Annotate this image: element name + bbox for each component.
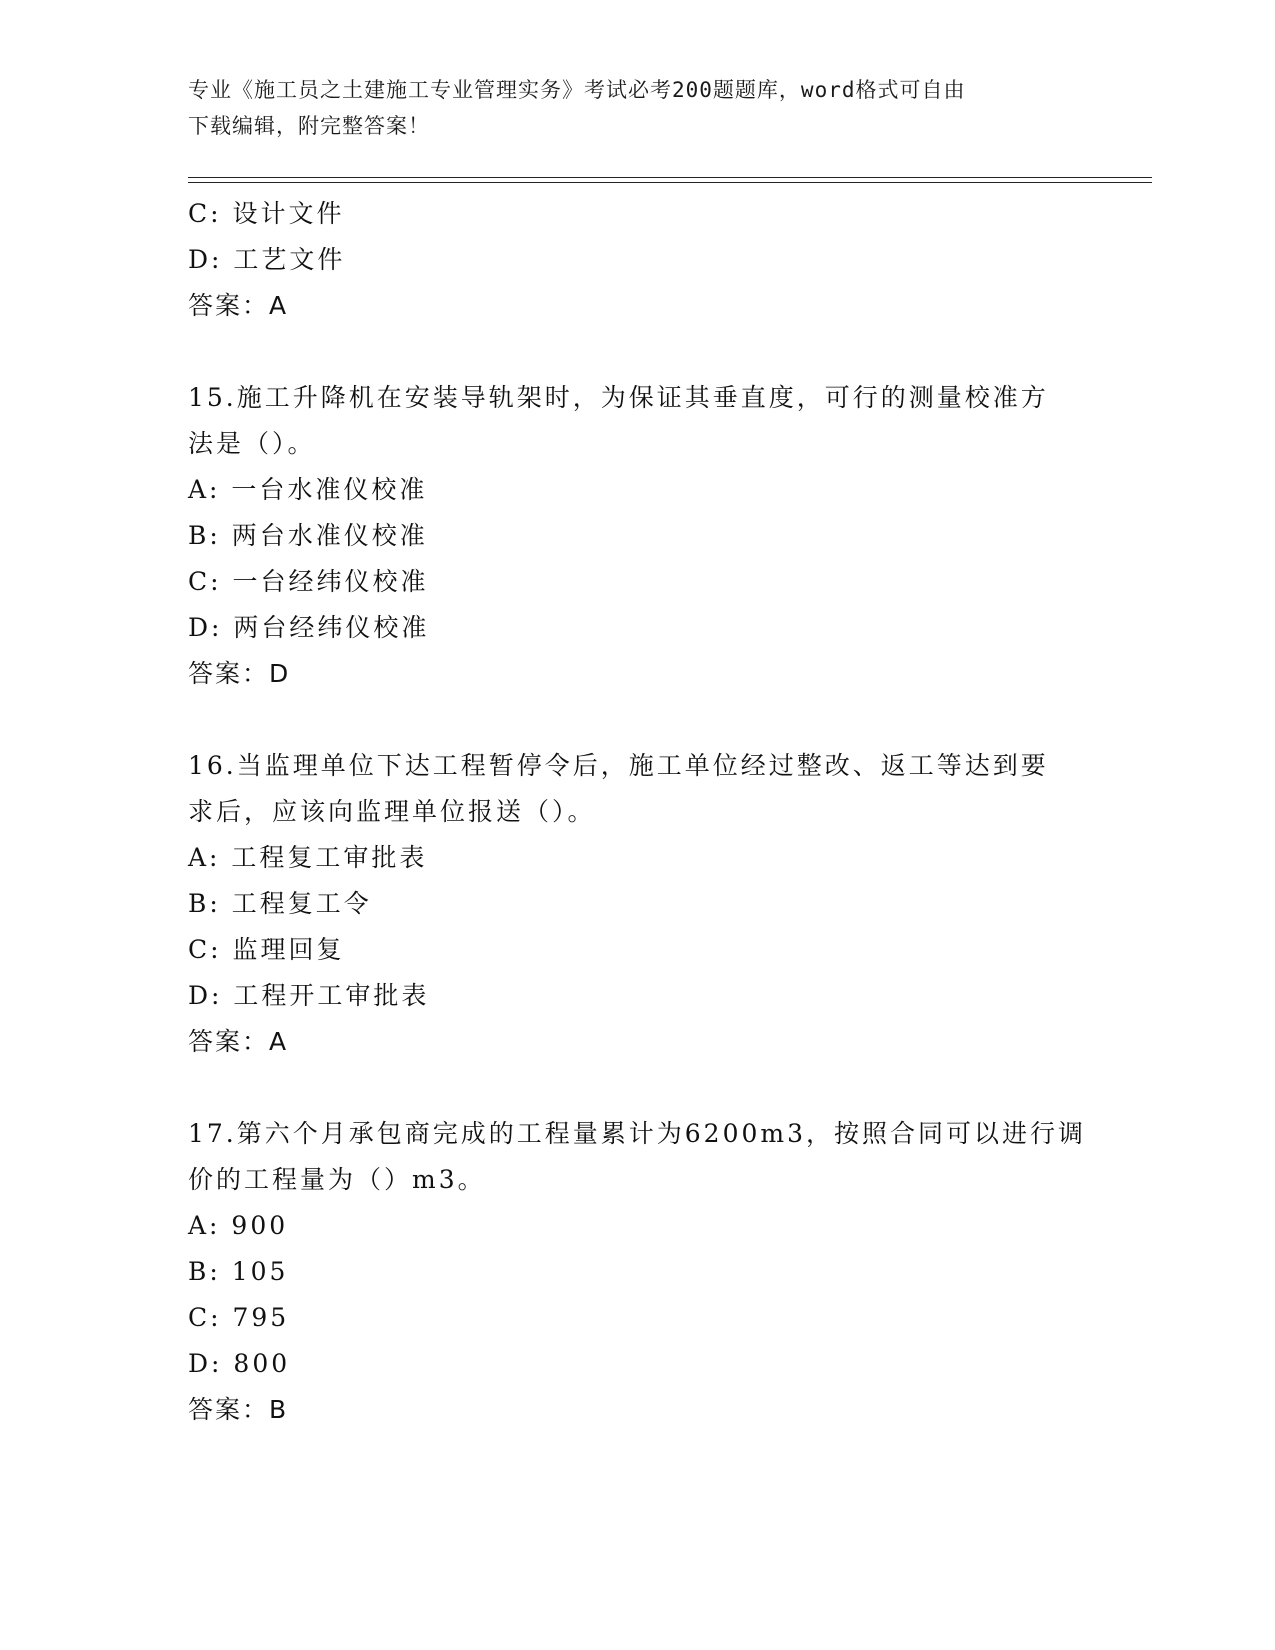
header-divider-top [188, 177, 1152, 178]
option-b: B: 两台水准仪校准 [188, 521, 428, 550]
question-text-line: 15.施工升降机在安装导轨架时，为保证其垂直度，可行的测量校准方 [188, 383, 1049, 412]
answer-line: 答案：D [188, 659, 291, 688]
answer-line: 答案：A [188, 291, 289, 320]
option-d: D: 工艺文件 [188, 245, 346, 274]
option-c: C: 设计文件 [188, 199, 345, 228]
header-line-2: 下载编辑，附完整答案！ [188, 114, 430, 138]
header-divider-bottom [188, 182, 1152, 183]
answer-line: 答案：B [188, 1395, 289, 1424]
question-list [188, 191, 1088, 1433]
header-line-1: 专业《施工员之土建施工专业管理实务》考试必考200题题库，word格式可自由 [188, 78, 966, 102]
option-d: D: 工程开工审批表 [188, 981, 430, 1010]
option-c: C: 795 [188, 1303, 290, 1332]
option-c: C: 监理回复 [188, 935, 345, 964]
document-header [188, 72, 1068, 144]
question-text-line: 求后，应该向监理单位报送（）。 [188, 797, 596, 826]
spacer [188, 697, 1088, 743]
question-text-line: 16.当监理单位下达工程暂停令后，施工单位经过整改、返工等达到要 [188, 751, 1049, 780]
spacer [188, 1065, 1088, 1111]
prev-question-block [188, 191, 1088, 329]
question-block [188, 375, 1088, 697]
option-b: B: 105 [188, 1257, 289, 1286]
option-a: A: 一台水准仪校准 [188, 475, 428, 504]
option-d: D: 800 [188, 1349, 291, 1378]
question-text-line: 17.第六个月承包商完成的工程量累计为6200m3，按照合同可以进行调 [188, 1119, 1086, 1148]
option-a: A: 工程复工审批表 [188, 843, 428, 872]
spacer [188, 329, 1088, 375]
option-b: B: 工程复工令 [188, 889, 372, 918]
question-block [188, 1111, 1088, 1433]
option-a: A: 900 [188, 1211, 289, 1240]
option-c: C: 一台经纬仪校准 [188, 567, 429, 596]
question-text-line: 价的工程量为（）m3。 [188, 1165, 486, 1194]
question-block [188, 743, 1088, 1065]
question-text-line: 法是（）。 [188, 429, 316, 458]
option-d: D: 两台经纬仪校准 [188, 613, 430, 642]
answer-line: 答案：A [188, 1027, 289, 1056]
